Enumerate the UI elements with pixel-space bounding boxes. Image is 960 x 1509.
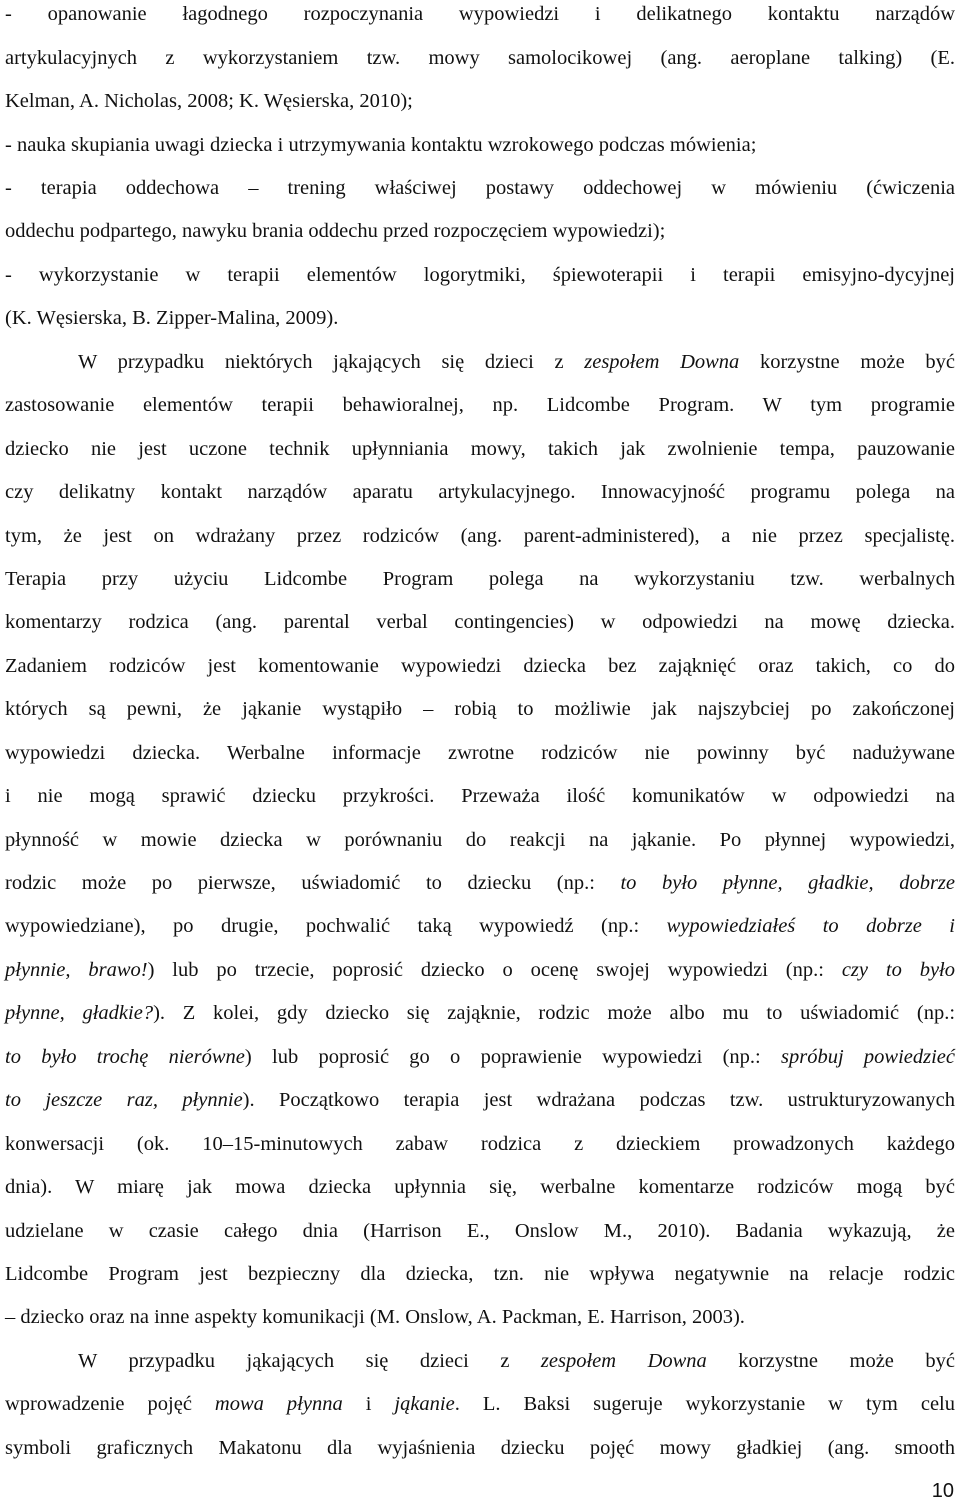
text-line: - opanowanie łagodnego rozpoczynania wypowiedzi i delikatnego kontaktu narządów — [5, 3, 955, 25]
text-line: wypowiedzi dziecka. Werbalne informacje zwrotne rodziców nie powinny być nadużywane — [5, 742, 955, 764]
text-line: dziecko nie jest uczone technik upłynniania mowy, takich jak zwolnienie tempa, pauzowanie — [5, 438, 955, 460]
paragraph-first-line: W przypadku jąkających się dzieci z zespołem Downa korzystne może być — [78, 1350, 955, 1372]
text-line: czy delikatny kontakt narządów aparatu artykulacyjnego. Innowacyjność programu polega na — [5, 481, 955, 503]
text-line: płynność w mowie dziecka w porównaniu do reakcji na jąkanie. Po płynnej wypowiedzi, — [5, 829, 955, 851]
text-line: Kelman, A. Nicholas, 2008; K. Węsierska, 2010); — [5, 90, 413, 112]
text-line: oddechu podpartego, nawyku brania oddechu przed rozpoczęciem wypowiedzi); — [5, 220, 666, 242]
text-line: rodzic może po pierwsze, uświadomić to dziecku (np.: to było płynne, gładkie, dobrze — [5, 872, 956, 894]
text-line: płynnie, brawo!) lub po trzecie, poprosić dziecko o ocenę swojej wypowiedzi (np.: czy to było — [5, 959, 955, 981]
text-line: i nie mogą sprawić dziecku przykrości. Przeważa ilość komunikatów w odpowiedzi na — [5, 785, 955, 807]
text-line: - wykorzystanie w terapii elementów logorytmiki, śpiewoterapii i terapii emisyjno-dycyjnej — [5, 264, 955, 286]
text-line: tym, że jest on wdrażany przez rodziców (ang. parent-administered), a nie przez specjalistę. — [5, 525, 955, 547]
text-line: udzielane w czasie całego dnia (Harrison E., Onslow M., 2010). Badania wykazują, że — [5, 1220, 955, 1242]
text-line: Terapia przy użyciu Lidcombe Program polega na wykorzystaniu tzw. werbalnych — [5, 568, 955, 590]
text-line: komentarzy rodzica (ang. parental verbal contingencies) w odpowiedzi na mowę dziecka. — [5, 611, 955, 633]
page-number: 10 — [931, 1480, 954, 1502]
text-line: - nauka skupiania uwagi dziecka i utrzymywania kontaktu wzrokowego podczas mówienia; — [5, 134, 757, 156]
text-line: których są pewni, że jąkanie wystąpiło – robią to możliwie jak najszybciej po zakończonej — [5, 698, 955, 720]
text-line: artykulacyjnych z wykorzystaniem tzw. mowy samolocikowej (ang. aeroplane talking) (E. — [5, 47, 955, 69]
paragraph-first-line: W przypadku niektórych jąkających się dzieci z zespołem Downa korzystne może być — [78, 351, 955, 373]
text-line: (K. Węsierska, B. Zipper-Malina, 2009). — [5, 307, 339, 329]
text-line: to było trochę nierówne) lub poprosić go o poprawienie wypowiedzi (np.: spróbuj powiedzieć — [5, 1046, 955, 1068]
text-line: Lidcombe Program jest bezpieczny dla dziecka, tzn. nie wpływa negatywnie na relacje rodzic — [5, 1263, 955, 1285]
text-line: dnia). W miarę jak mowa dziecka upłynnia się, werbalne komentarze rodziców mogą być — [5, 1176, 955, 1198]
text-line: Zadaniem rodziców jest komentowanie wypowiedzi dziecka bez zająknięć oraz takich, co do — [5, 655, 955, 677]
text-line: to jeszcze raz, płynnie). Początkowo terapia jest wdrażana podczas tzw. ustrukturyzowanych — [5, 1089, 955, 1111]
text-line: zastosowanie elementów terapii behawioralnej, np. Lidcombe Program. W tym programie — [5, 394, 955, 416]
text-line: symboli graficznych Makatonu dla wyjaśnienia dziecku pojęć mowy gładkiej (ang. smooth — [5, 1437, 955, 1459]
text-line: wprowadzenie pojęć mowa płynna i jąkanie. L. Baksi sugeruje wykorzystanie w tym celu — [5, 1393, 955, 1415]
text-line: – dziecko oraz na inne aspekty komunikacji (M. Onslow, A. Packman, E. Harrison, 2003). — [5, 1306, 745, 1328]
text-line: konwersacji (ok. 10–15-minutowych zabaw rodzica z dzieckiem prowadzonych każdego — [5, 1133, 955, 1155]
text-line: - terapia oddechowa – trening właściwej postawy oddechowej w mówieniu (ćwiczenia — [5, 177, 955, 199]
text-line: płynne, gładkie?). Z kolei, gdy dziecko się zająknie, rodzic może albo mu to uświadomić (np.: — [5, 1002, 956, 1024]
text-line: wypowiedziane), po drugie, pochwalić taką wypowiedź (np.: wypowiedziałeś to dobrze i — [5, 915, 955, 937]
